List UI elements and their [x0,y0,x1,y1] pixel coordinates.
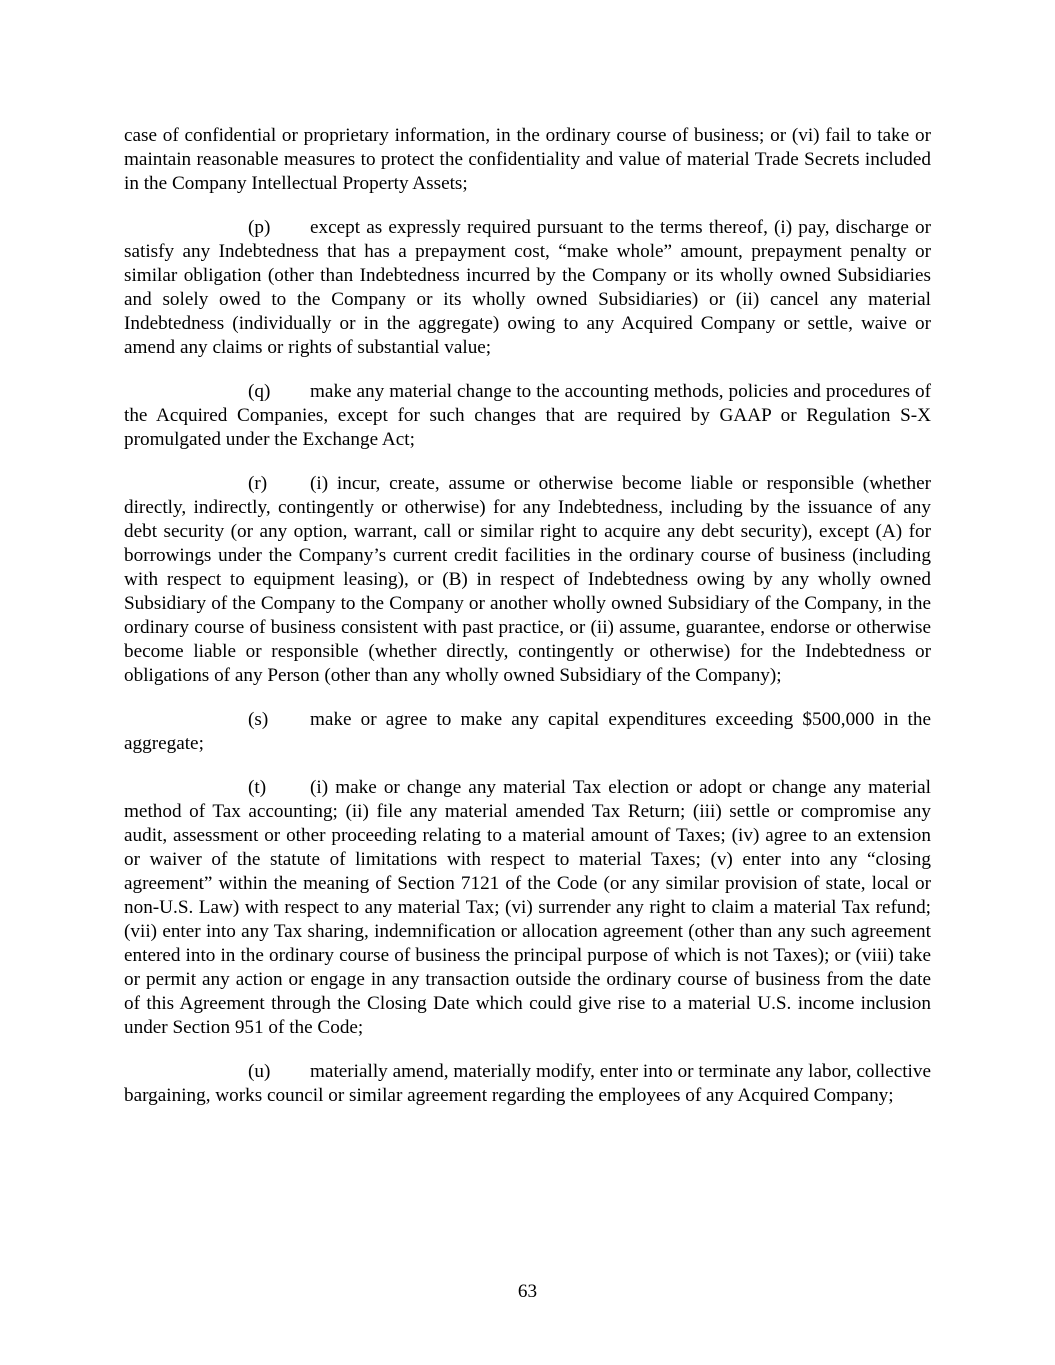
page-number: 63 [517,1281,538,1302]
clause-r [124,472,931,688]
clause-label: (u) [248,1061,271,1082]
clause-label: (r) [248,473,268,494]
clause-text: (i) incur, create, assume or otherwise become liable or responsible (whether directly, indirectly, contingently or otherwise) for any Indebtedness, including by the issuance of any debt security (or any option, warrant, call or similar right to acquire any debt security), except (A) for borrowings under the Company’s current credit facilities in the ordinary course of business (including with respect to equipment leasing), or (B) in respect of Indebtedness owing by any wholly owned Subsidiary of the Company to the Company or another wholly owned Subsidiary of the Company, in the ordinary course of business consistent with past practice, or (ii) assume, guarantee, endorse or otherwise become liable or responsible (whether directly, contingently or otherwise) for the Indebtedness or obligations of any Person (other than any wholly owned Subsidiary of the Company); [124,473,931,686]
clause-q [124,380,931,452]
continuation-paragraph: case of confidential or proprietary information, in the ordinary course of business; or (vi) fail to take or maintain reasonable measures to protect the confidentiality and value of material Trade Secrets included in the Company Intellectual Property Assets; [124,125,931,194]
clause-label: (s) [248,709,269,730]
clause-label: (q) [248,381,271,402]
clause-label: (t) [248,777,267,798]
clause-text: (i) make or change any material Tax election or adopt or change any material method of Tax accounting; (ii) file any material amended Tax Return; (iii) settle or compromise any audit, assessment or other proceeding relating to a material amount of Taxes; (iv) agree to an extension or waiver of the statute of limitations with respect to material Taxes; (v) enter into any “closing agreement” within the meaning of Section 7121 of the Code (or any similar provision of state, local or non-U.S. Law) with respect to any material Tax; (vi) surrender any right to claim a material Tax refund; (vii) enter into any Tax sharing, indemnification or allocation agreement (other than any such agreement entered into in the ordinary course of business the principal purpose of which is not Taxes); or (viii) take or permit any action or engage in any transaction outside the ordinary course of business from the date of this Agreement through the Closing Date which could give rise to a material U.S. income inclusion under Section 951 of the Code; [124,777,931,1038]
clause-u [124,1060,931,1108]
clause-text: except as expressly required pursuant to the terms thereof, (i) pay, discharge or satisfy any Indebtedness that has a prepayment cost, “make whole” amount, prepayment penalty or similar obligation (other than Indebtedness incurred by the Company or its wholly owned Subsidiaries and solely owed to the Company or its wholly owned Subsidiaries) or (ii) cancel any material Indebtedness (individually or in the aggregate) owing to any Acquired Company or settle, waive or amend any claims or rights of substantial value; [124,217,931,358]
document-body [124,124,931,1128]
clause-text: materially amend, materially modify, enter into or terminate any labor, collective bargaining, works council or similar agreement regarding the employees of any Acquired Company; [124,1061,931,1106]
clause-text: make any material change to the accounting methods, policies and procedures of the Acquired Companies, except for such changes that are required by GAAP or Regulation S-X promulgated under the Exchange Act; [124,381,931,450]
clause-s [124,708,931,756]
clause-label: (p) [248,217,271,238]
clause-p [124,216,931,360]
clause-text: make or agree to make any capital expenditures exceeding $500,000 in the aggregate; [124,709,931,754]
clause-t [124,776,931,1040]
